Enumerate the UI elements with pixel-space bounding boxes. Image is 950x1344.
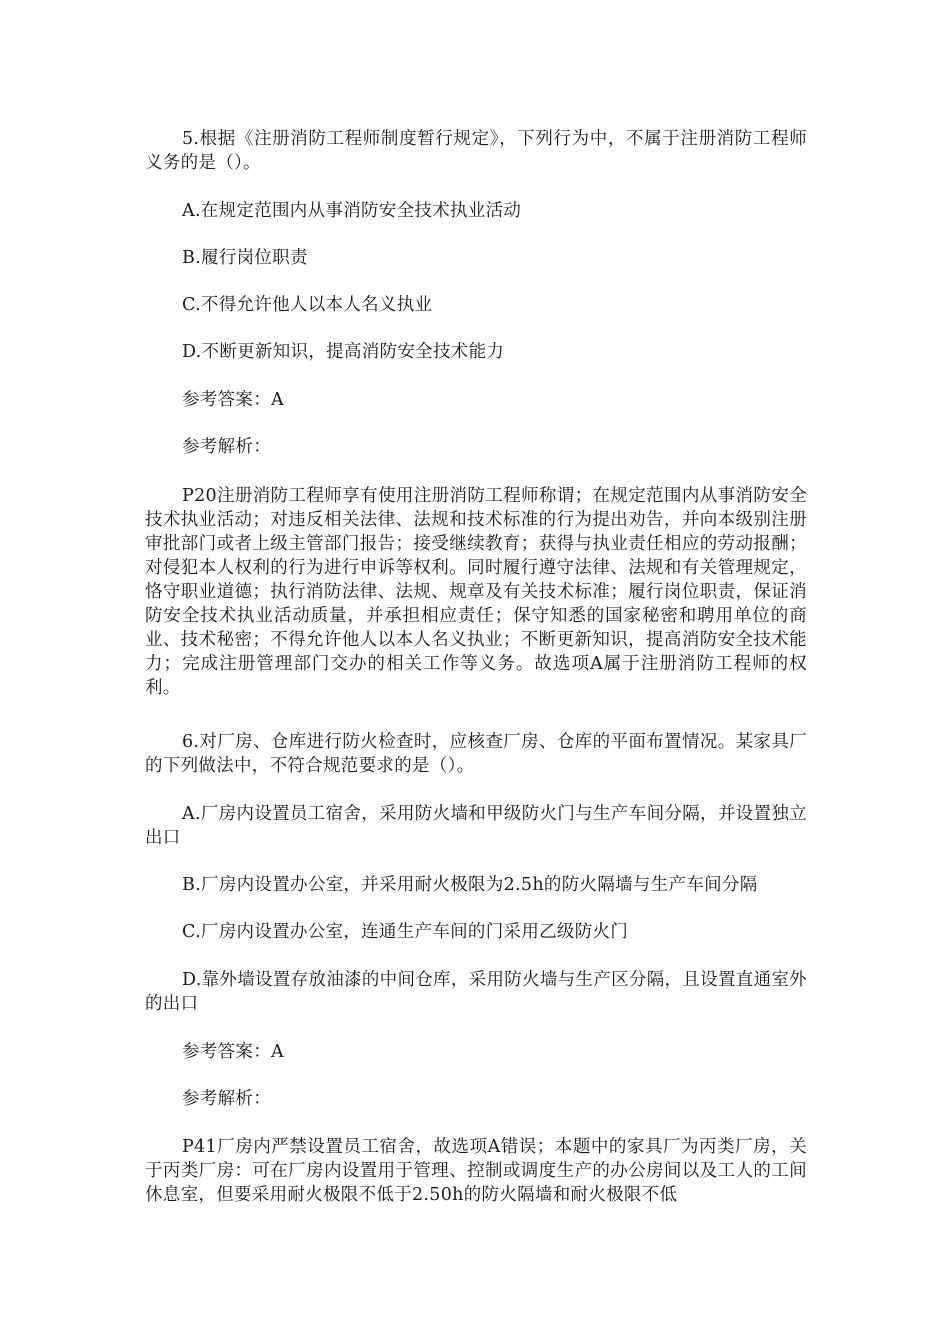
q5-stem: 5.根据《注册消防工程师制度暂行规定》，下列行为中，不属于注册消防工程师义务的是（）。 [145, 129, 807, 173]
q5-analysis: P20注册消防工程师享有使用注册消防工程师称谓；在规定范围内从事消防安全技术执业活动；对违反相关法律、法规和技术标准的行为提出劝告，并向本级别注册审批部门或者上级主管部门报告；接受继续教育；获得与执业责任相应的劳动报酬；对侵犯本人权利的行为进行申诉等权利。同时履行遵守法律、法规和有关管理规定，恪守职业道德；执行消防法律、法规、规章及有关技术标准；履行岗位职责，保证消防安全技术执业活动质量，并承担相应责任；保守知悉的国家秘密和聘用单位的商业、技术秘密；不得允许他人以本人名义执业；不断更新知识，提高消防安全技术能力；完成注册管理部门交办的相关工作等义务。故选项A属于注册消防工程师的权利。 [145, 486, 807, 698]
q6-analysis: P41厂房内严禁设置员工宿舍，故选项A错误；本题中的家具厂为丙类厂房，关于丙类厂房：可在厂房内设置用于管理、控制或调度生产的办公房间以及工人的工间休息室，但要采用耐火极限不低于2.50h的防火隔墙和耐火极限不低 [145, 1137, 807, 1205]
q6-analysis-label: 参考解析： [182, 1089, 271, 1109]
q5-option-a: A.在规定范围内从事消防安全技术执业活动 [182, 201, 522, 221]
q6-answer: 参考答案：A [182, 1042, 284, 1062]
q5-option-b: B.履行岗位职责 [182, 248, 308, 268]
q6-option-c: C.厂房内设置办公室，连通生产车间的门采用乙级防火门 [182, 922, 629, 942]
q6-option-b: B.厂房内设置办公室，并采用耐火极限为2.5h的防火隔墙与生产车间分隔 [182, 875, 758, 895]
q5-answer: 参考答案：A [182, 390, 284, 410]
q5-option-c: C.不得允许他人以本人名义执业 [182, 295, 433, 315]
q6-stem: 6.对厂房、仓库进行防火检查时，应核查厂房、仓库的平面布置情况。某家具厂的下列做法中，不符合规范要求的是（）。 [145, 732, 807, 776]
q5-analysis-label: 参考解析： [182, 437, 271, 457]
q5-option-d: D.不断更新知识，提高消防安全技术能力 [182, 342, 505, 362]
q6-option-d: D.靠外墙设置存放油漆的中间仓库，采用防火墙与生产区分隔，且设置直通室外的出口 [145, 970, 807, 1014]
q6-option-a: A.厂房内设置员工宿舍，采用防火墙和甲级防火门与生产车间分隔，并设置独立出口 [145, 804, 807, 848]
